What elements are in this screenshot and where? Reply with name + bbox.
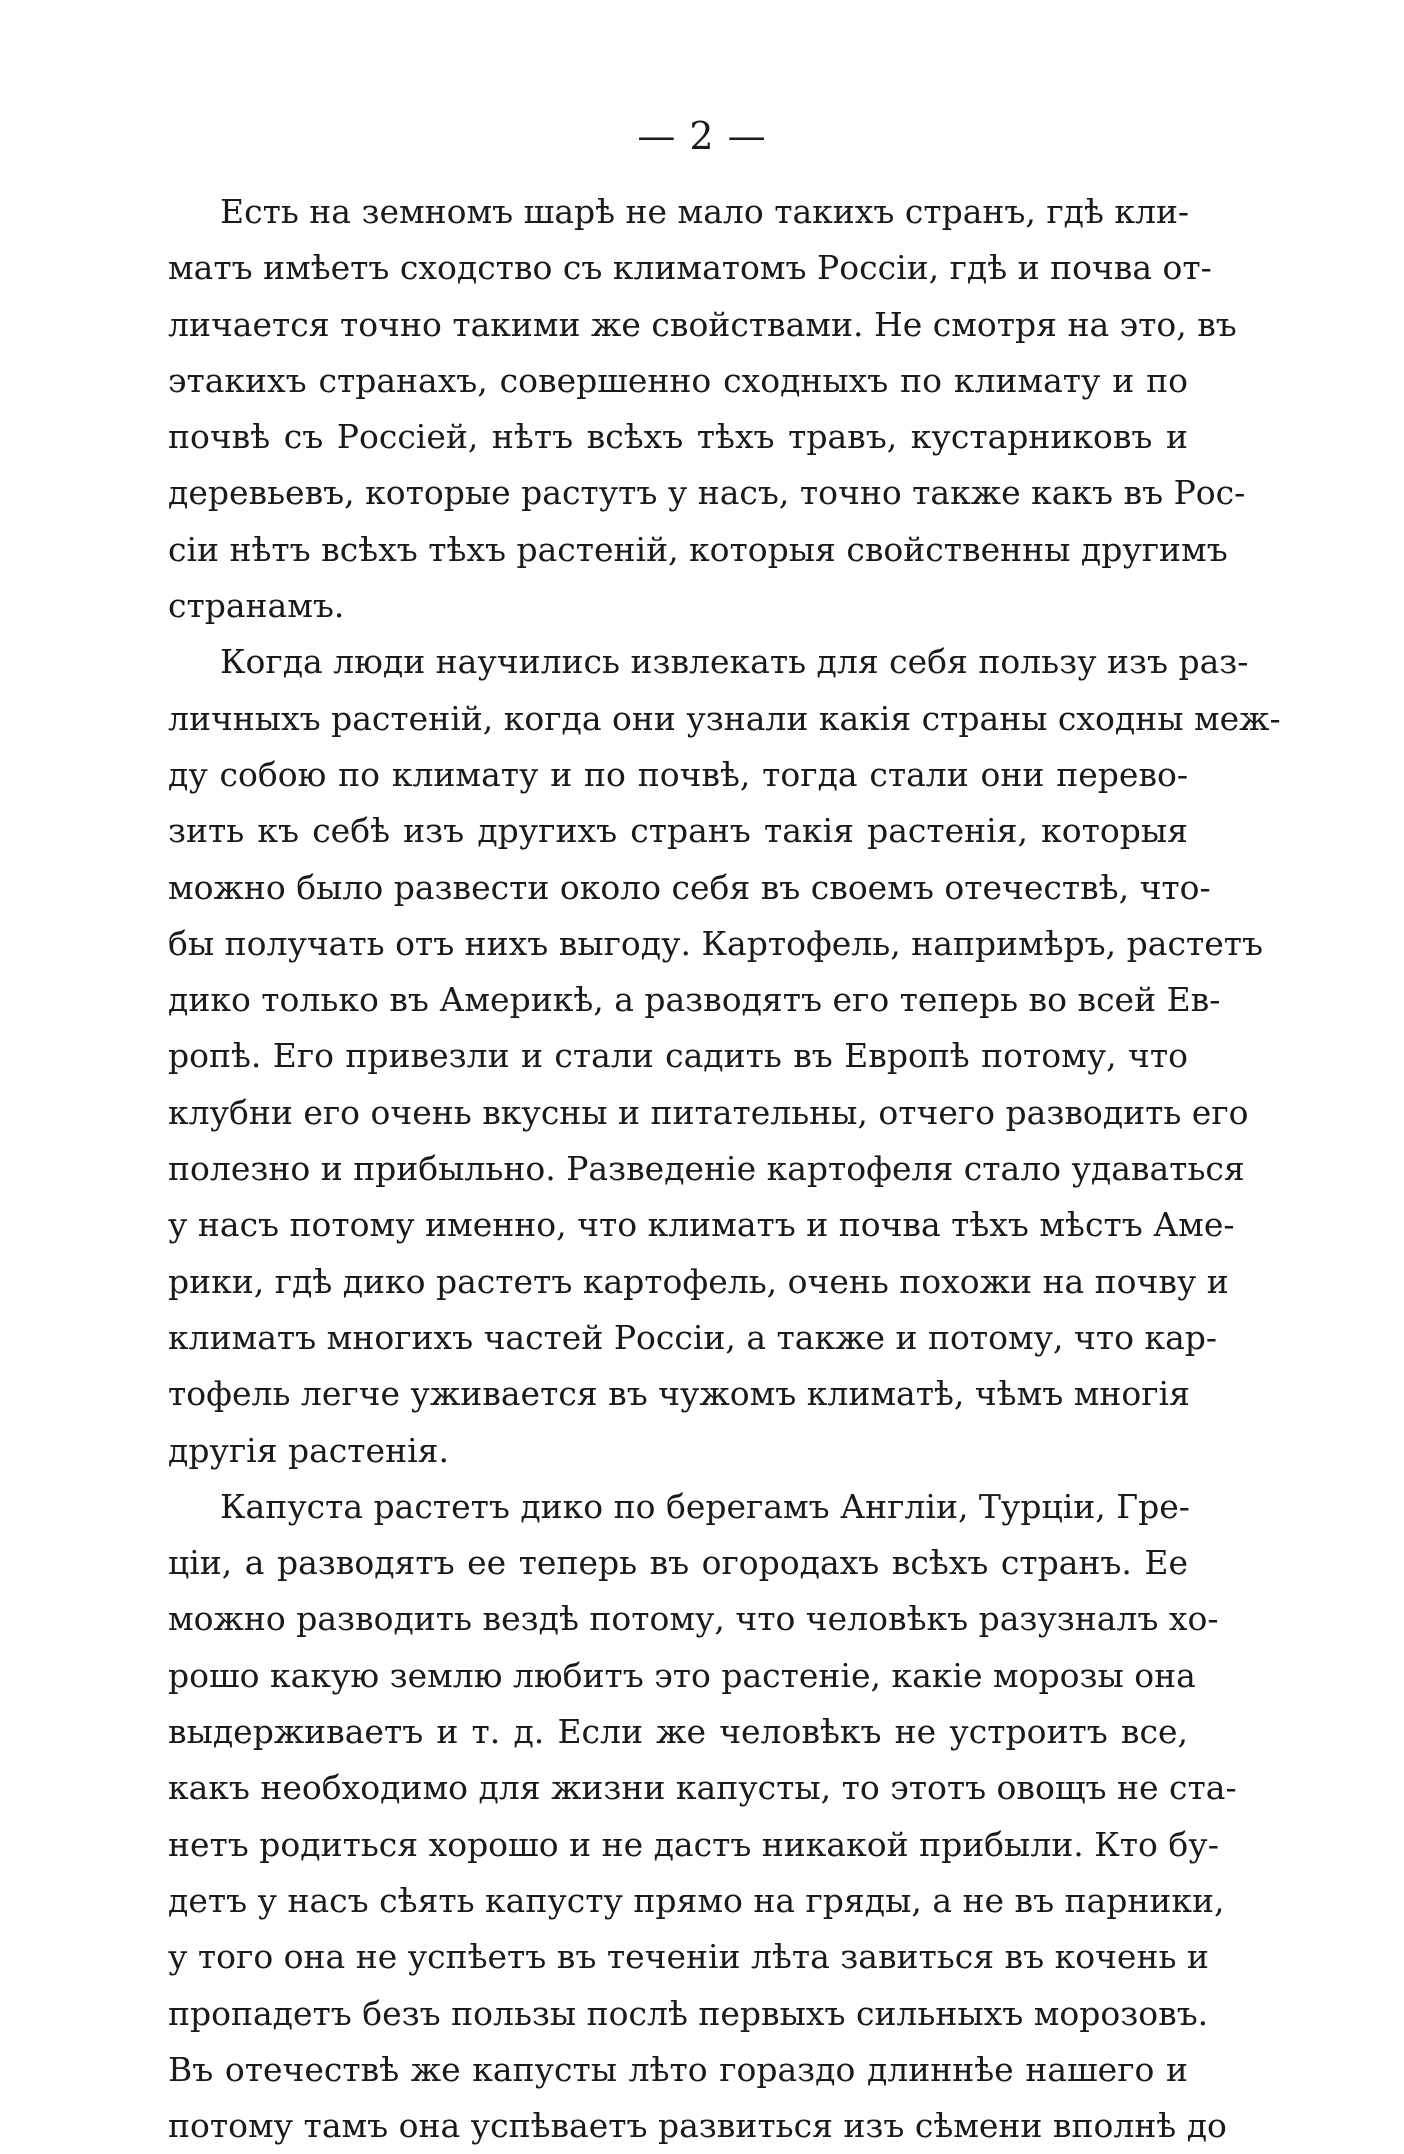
text-line: Въ отечествѣ же капусты лѣто гораздо длиннѣе нашего и: [168, 2049, 1188, 2089]
text-line: можно разводить вездѣ потому, что человѣкъ разузналъ хо-: [168, 1599, 1219, 1639]
text-line: зить къ себѣ изъ другихъ странъ такія растенія, которыя: [168, 811, 1188, 851]
text-line: какъ необходимо для жизни капусты, то этотъ овощъ не ста-: [168, 1768, 1237, 1808]
text-line: матъ имѣетъ сходство съ климатомъ Россіи, гдѣ и почва от-: [168, 248, 1212, 288]
paragraph-3: [168, 1479, 1237, 2154]
text-line: сіи нѣтъ всѣхъ тѣхъ растеній, которыя свойственны другимъ: [168, 529, 1228, 569]
text-line: деревьевъ, которые растутъ у насъ, точно также какъ въ Рос-: [168, 473, 1246, 513]
text-line: полезно и прибыльно. Разведеніе картофеля стало удаваться: [168, 1149, 1245, 1189]
paragraph-2: [168, 634, 1281, 1478]
text-line: этакихъ странахъ, совершенно сходныхъ по климату и по: [168, 360, 1188, 400]
text-line: рики, гдѣ дико растетъ картофель, очень похожи на почву и: [168, 1261, 1229, 1301]
text-line: пропадетъ безъ пользы послѣ первыхъ сильныхъ морозовъ.: [168, 1993, 1209, 2033]
text-line: ду собою по климату и по почвѣ, тогда стали они перево-: [168, 754, 1188, 794]
text-line: у насъ потому именно, что климатъ и почва тѣхъ мѣстъ Аме-: [168, 1205, 1235, 1245]
page-number: — 2 —: [637, 114, 767, 158]
text-line: можно было развести около себя въ своемъ отечествѣ, что-: [168, 867, 1211, 907]
text-line: клубни его очень вкусны и питательны, отчего разводить его: [168, 1092, 1249, 1132]
text-line: детъ у насъ сѣять капусту прямо на гряды, а не въ парники,: [168, 1880, 1225, 1920]
body-text: [168, 184, 1281, 2154]
text-line: у того она не успѣетъ въ теченіи лѣта завиться въ кочень и: [168, 1937, 1209, 1977]
text-line: бы получать отъ нихъ выгоду. Картофель, напримѣръ, растетъ: [168, 923, 1263, 963]
text-line: Есть на земномъ шарѣ не мало такихъ странъ, гдѣ кли-: [220, 192, 1190, 231]
text-line: дико только въ Америкѣ, а разводятъ его теперь во всей Ев-: [168, 980, 1221, 1020]
paragraph-1: [168, 184, 1246, 634]
text-line: тофель легче уживается въ чужомъ климатѣ, чѣмъ многія: [168, 1374, 1190, 1414]
text-line: потому тамъ она успѣваетъ развиться изъ сѣмени вполнѣ до: [168, 2106, 1227, 2146]
text-line: почвѣ съ Россіей, нѣтъ всѣхъ тѣхъ травъ, кустарниковъ и: [168, 417, 1188, 457]
text-line: Когда люди научились извлекать для себя пользу изъ раз-: [220, 642, 1249, 682]
text-line: рошо какую землю любитъ это растеніе, какіе морозы она: [168, 1655, 1196, 1695]
text-line: странамъ.: [168, 586, 345, 626]
text-line: личается точно такими же свойствами. Не смотря на это, въ: [168, 304, 1237, 344]
text-line: ціи, а разводятъ ее теперь въ огородахъ всѣхъ странъ. Ее: [168, 1543, 1188, 1583]
text-line: личныхъ растеній, когда они узнали какія страны сходны меж-: [168, 698, 1281, 738]
text-line: ропѣ. Его привезли и стали садить въ Европѣ потому, что: [168, 1036, 1188, 1076]
text-line: выдерживаетъ и т. д. Если же человѣкъ не устроитъ все,: [168, 1712, 1188, 1752]
text-line: другія растенія.: [168, 1430, 449, 1470]
text-line: климатъ многихъ частей Россіи, а также и потому, что кар-: [168, 1317, 1218, 1357]
text-line: нетъ родиться хорошо и не дастъ никакой прибыли. Кто бу-: [168, 1824, 1219, 1864]
text-line: Капуста растетъ дико по берегамъ Англіи, Турціи, Гре-: [220, 1486, 1190, 1526]
